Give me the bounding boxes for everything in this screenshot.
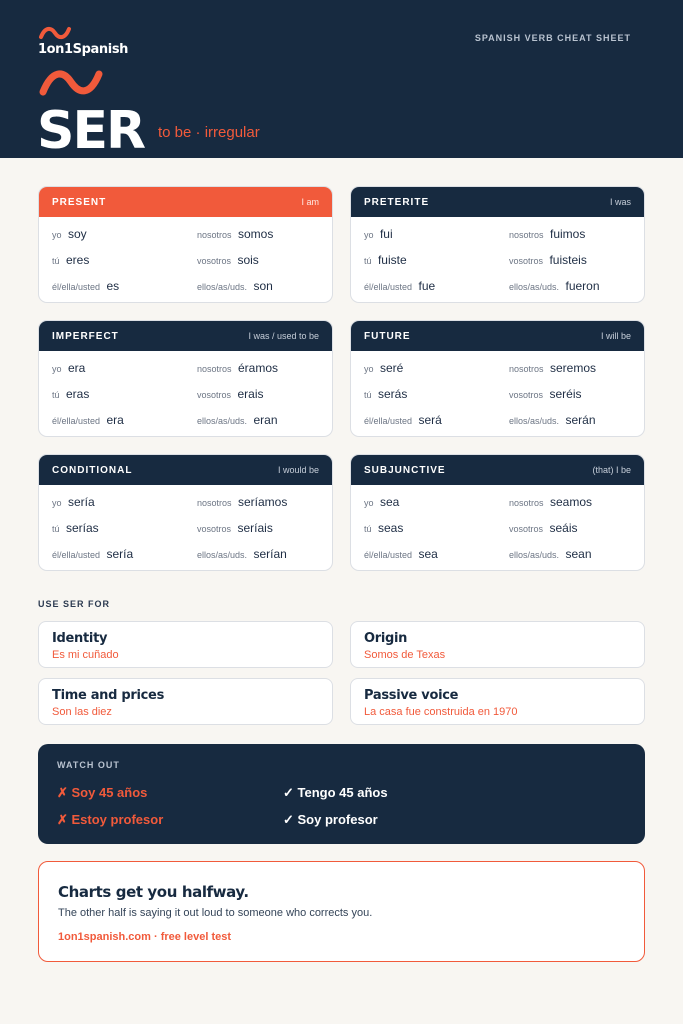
conjugation-row xyxy=(351,247,644,273)
use-card-passive-voice xyxy=(350,678,645,725)
verb-form: fue xyxy=(418,279,436,293)
pronoun: tú xyxy=(52,524,60,534)
verb-form: sea xyxy=(379,495,400,509)
conjugation-row xyxy=(39,515,332,541)
pronoun: vosotros xyxy=(197,524,232,534)
verb-form: eran xyxy=(253,413,278,427)
watch-out-panel xyxy=(38,744,645,844)
use-title: Origin xyxy=(364,631,408,646)
tense-gloss: I will be xyxy=(600,331,631,341)
tense-name: PRESENT xyxy=(52,196,107,208)
pronoun: ellos/as/uds. xyxy=(509,282,560,292)
verb-form: era xyxy=(106,413,124,427)
verb-form: era xyxy=(67,361,86,375)
verb-form: seríamos xyxy=(237,495,288,509)
promo-link[interactable]: 1on1spanish.com · free level test xyxy=(58,931,232,943)
tense-gloss: I was / used to be xyxy=(248,331,319,341)
pronoun: vosotros xyxy=(197,256,232,266)
verb-form: sean xyxy=(565,547,592,561)
pronoun: vosotros xyxy=(509,524,544,534)
pronoun: yo xyxy=(364,364,374,374)
use-title: Passive voice xyxy=(364,688,459,703)
pronoun: yo xyxy=(52,364,62,374)
conjugation-row xyxy=(351,221,644,247)
pronoun: él/ella/usted xyxy=(52,550,101,560)
conjugation-row xyxy=(351,515,644,541)
use-card-identity xyxy=(38,621,333,668)
conjugation-row xyxy=(39,247,332,273)
watch-out-label: WATCH OUT xyxy=(57,760,120,770)
tense-name: IMPERFECT xyxy=(52,330,119,342)
promo-text: The other half is saying it out loud to someone who corrects you. xyxy=(58,907,373,919)
tense-gloss: I was xyxy=(609,197,631,207)
pronoun: nosotros xyxy=(509,498,544,508)
verb-form: seríais xyxy=(237,521,273,535)
tense-name: FUTURE xyxy=(364,330,411,342)
verb-form: serías xyxy=(65,521,99,535)
tense-card-header xyxy=(351,455,644,485)
pronoun: ellos/as/uds. xyxy=(197,416,248,426)
promo-title: Charts get you halfway. xyxy=(58,883,249,901)
use-example: Somos de Texas xyxy=(364,649,446,661)
verb-form: erais xyxy=(237,387,264,401)
pronoun: nosotros xyxy=(197,364,232,374)
sheet-label: SPANISH VERB CHEAT SHEET xyxy=(474,33,631,43)
brand-logo[interactable] xyxy=(38,26,128,57)
verb-form: sería xyxy=(106,547,134,561)
pronoun: nosotros xyxy=(509,230,544,240)
pronoun: nosotros xyxy=(197,230,232,240)
use-card-origin xyxy=(350,621,645,668)
verb-form: eras xyxy=(65,387,90,401)
use-example: Son las diez xyxy=(52,706,112,718)
verb-form: seáis xyxy=(549,521,578,535)
verb-form: fuimos xyxy=(549,227,586,241)
pronoun: yo xyxy=(52,498,62,508)
wrong-example: ✗ Estoy profesor xyxy=(57,812,164,827)
tense-card-preterite xyxy=(350,186,645,303)
tense-card-conditional xyxy=(38,454,333,571)
tense-card-future xyxy=(350,320,645,437)
tense-gloss: I am xyxy=(301,197,319,207)
verb-form: seré xyxy=(379,361,404,375)
pronoun: él/ella/usted xyxy=(52,416,101,426)
conjugation-row xyxy=(39,273,332,299)
wrong-example: ✗ Soy 45 años xyxy=(57,785,148,800)
verb-form: fui xyxy=(379,227,393,241)
conjugation-row xyxy=(39,407,332,433)
pronoun: ellos/as/uds. xyxy=(509,550,560,560)
verb-form: sea xyxy=(418,547,438,561)
pronoun: ellos/as/uds. xyxy=(197,550,248,560)
verb-form: seas xyxy=(377,521,404,535)
tense-card-imperfect xyxy=(38,320,333,437)
pronoun: él/ella/usted xyxy=(52,282,101,292)
verb-form: somos xyxy=(237,227,274,241)
verb-form: seremos xyxy=(549,361,596,375)
tense-card-subjunctive xyxy=(350,454,645,571)
use-title: Time and prices xyxy=(52,688,165,703)
conjugation-row xyxy=(351,381,644,407)
verb-form: son xyxy=(253,279,273,293)
conjugation-row xyxy=(39,541,332,567)
tense-gloss: I would be xyxy=(277,465,319,475)
tense-card-header xyxy=(351,321,644,351)
verb-title: SER xyxy=(37,101,145,161)
conjugation-row xyxy=(39,381,332,407)
verb-form: fueron xyxy=(565,279,600,293)
verb-form: es xyxy=(106,279,120,293)
conjugation-row xyxy=(351,407,644,433)
verb-form: sois xyxy=(237,253,259,267)
tense-card-header xyxy=(39,187,332,217)
tense-card-header xyxy=(39,455,332,485)
verb-form: fuiste xyxy=(377,253,407,267)
correct-example: ✓ Tengo 45 años xyxy=(283,785,388,800)
verb-form: éramos xyxy=(237,361,278,375)
tense-card-header xyxy=(351,187,644,217)
conjugation-row xyxy=(351,489,644,515)
pronoun: yo xyxy=(52,230,62,240)
pronoun: tú xyxy=(52,390,60,400)
pronoun: nosotros xyxy=(509,364,544,374)
pronoun: tú xyxy=(52,256,60,266)
conjugation-row xyxy=(39,489,332,515)
conjugation-row xyxy=(351,355,644,381)
pronoun: ellos/as/uds. xyxy=(197,282,248,292)
use-example: Es mi cuñado xyxy=(52,649,119,661)
verb-form: seréis xyxy=(549,387,582,401)
pronoun: él/ella/usted xyxy=(364,550,413,560)
pronoun: tú xyxy=(364,390,372,400)
tilde-logo-icon xyxy=(38,26,72,40)
promo-box xyxy=(38,861,645,962)
verb-form: eres xyxy=(65,253,90,267)
conjugation-row xyxy=(39,221,332,247)
pronoun: él/ella/usted xyxy=(364,416,413,426)
verb-form: soy xyxy=(67,227,87,241)
tense-name: SUBJUNCTIVE xyxy=(364,464,446,476)
use-title: Identity xyxy=(52,631,108,646)
use-example: La casa fue construida en 1970 xyxy=(364,706,518,718)
pronoun: tú xyxy=(364,256,372,266)
tense-name: PRETERITE xyxy=(364,196,430,208)
use-card-time-and-prices xyxy=(38,678,333,725)
pronoun: vosotros xyxy=(509,390,544,400)
tense-card-header xyxy=(39,321,332,351)
pronoun: yo xyxy=(364,498,374,508)
verb-form: sería xyxy=(67,495,95,509)
header xyxy=(0,0,683,161)
verb-form: serás xyxy=(377,387,408,401)
verb-subtitle: to be · irregular xyxy=(158,124,260,141)
conjugation-row xyxy=(351,541,644,567)
pronoun: él/ella/usted xyxy=(364,282,413,292)
verb-form: fuisteis xyxy=(549,253,587,267)
conjugation-row xyxy=(39,355,332,381)
pronoun: tú xyxy=(364,524,372,534)
pronoun: nosotros xyxy=(197,498,232,508)
tense-name: CONDITIONAL xyxy=(52,464,133,476)
tense-card-present xyxy=(38,186,333,303)
tense-gloss: (that) I be xyxy=(592,465,631,475)
pronoun: yo xyxy=(364,230,374,240)
pronoun: vosotros xyxy=(509,256,544,266)
verb-form: serían xyxy=(253,547,287,561)
pronoun: ellos/as/uds. xyxy=(509,416,560,426)
uses-section-label: USE SER FOR xyxy=(38,599,111,609)
verb-form: seamos xyxy=(549,495,593,509)
pronoun: vosotros xyxy=(197,390,232,400)
correct-example: ✓ Soy profesor xyxy=(283,812,378,827)
verb-form: serán xyxy=(565,413,596,427)
conjugation-row xyxy=(351,273,644,299)
tilde-icon xyxy=(38,68,104,98)
verb-form: será xyxy=(418,413,442,427)
brand-name: 1on1Spanish xyxy=(38,42,129,57)
